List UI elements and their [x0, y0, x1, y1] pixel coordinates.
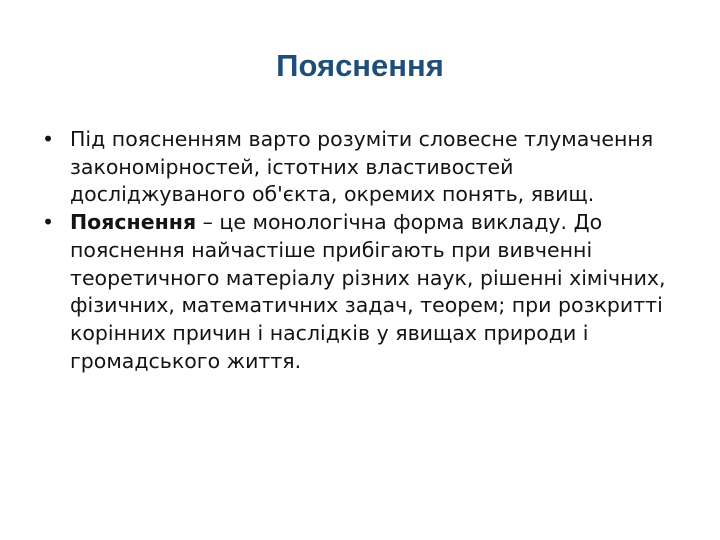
- bullet-text: Під поясненням варто розуміти словесне тлумачення закономірностей, істотних властивостей досліджуваного об'єкта, окремих понять, явищ.: [70, 127, 654, 207]
- bullet-item: [34, 209, 684, 375]
- slide-title: Пояснення: [276, 48, 444, 83]
- bullet-text: – це монологічна форма викладу. До пояснення найчастіше прибігають при вивченні теоретичного матеріалу різних наук, рішенні хімічних, фізичних, математичних задач, теорем; при розкритті корінних причин і наслідків у явищах природи і громадського життя.: [70, 210, 666, 373]
- bullet-icon: •: [41, 210, 55, 235]
- bullet-list: [34, 126, 684, 375]
- bullet-bold-term: Пояснення: [70, 210, 197, 235]
- bullet-item: [34, 126, 684, 209]
- bullet-icon: •: [41, 127, 55, 151]
